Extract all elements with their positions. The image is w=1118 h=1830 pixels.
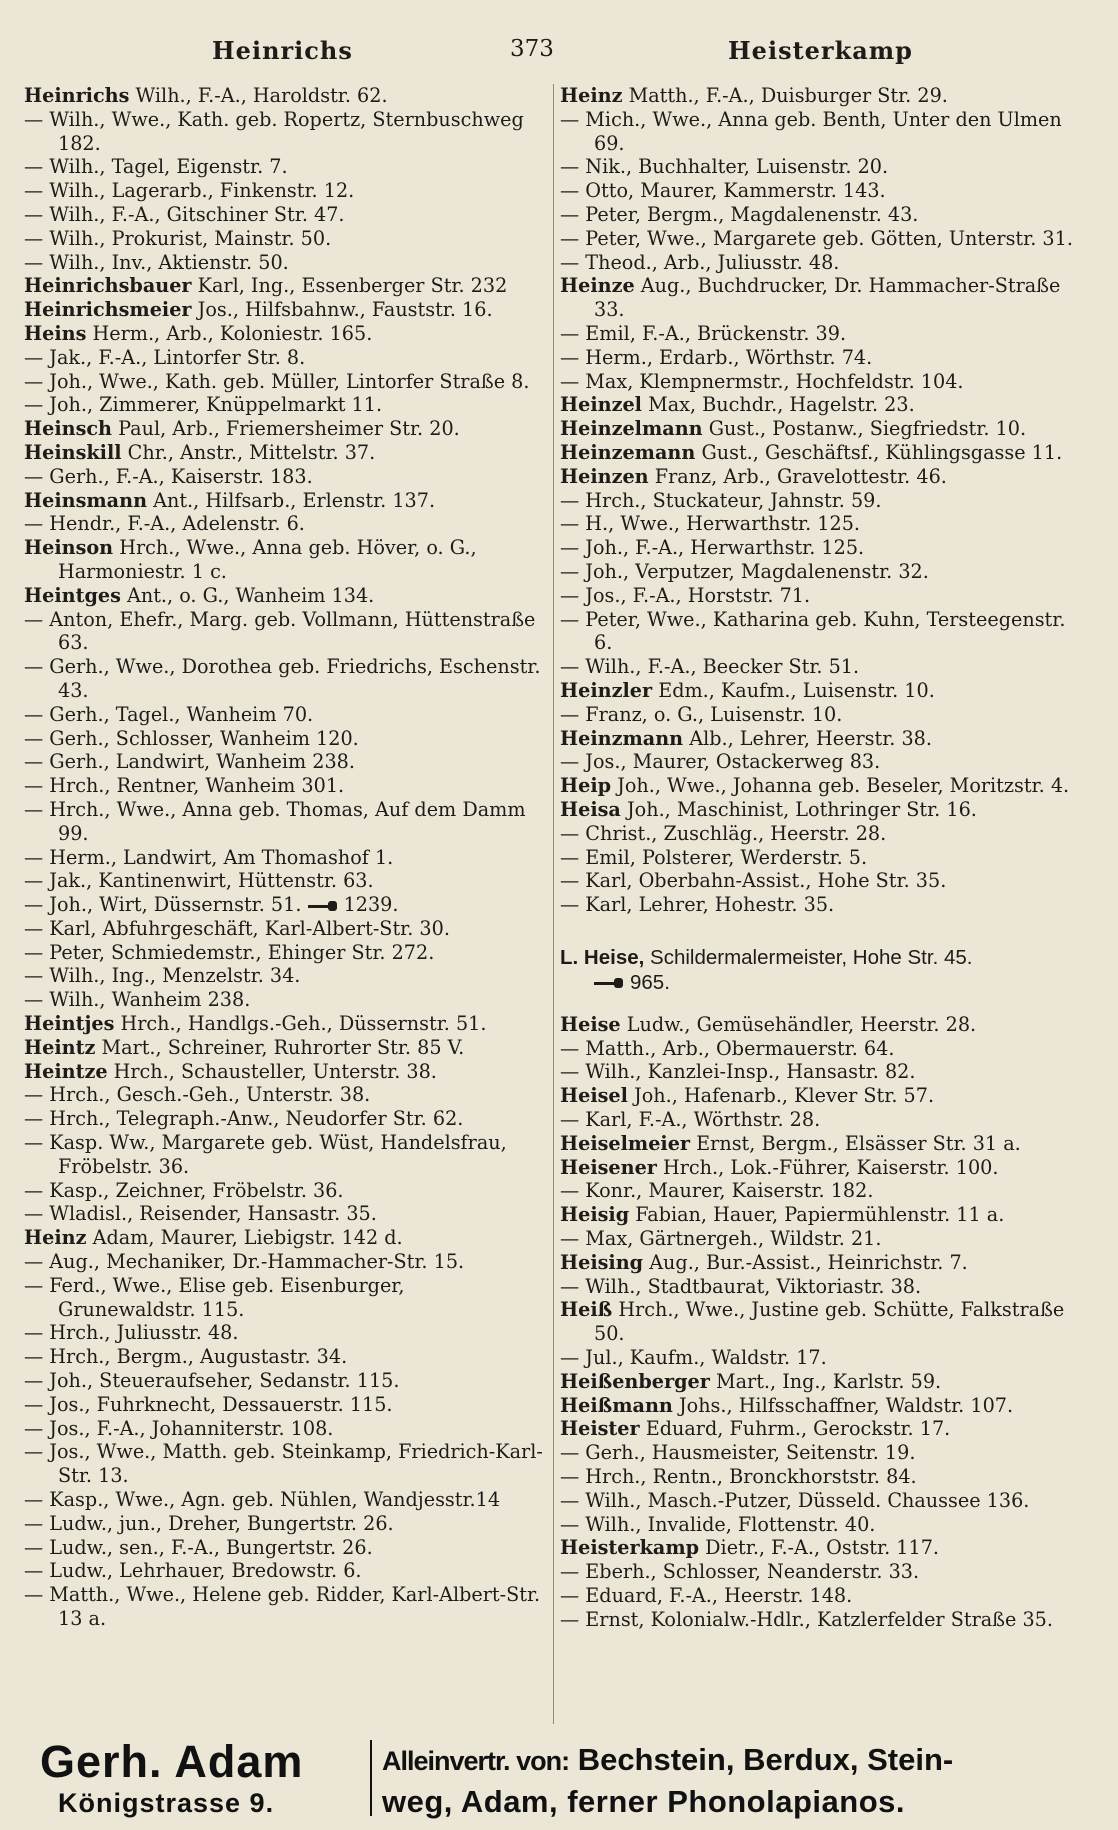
- entry-details: — Peter, Wwe., Margarete geb. Götten, Unterstr. 31.: [560, 226, 1073, 250]
- entry-details: — Herm., Erdarb., Wörthstr. 74.: [560, 345, 873, 369]
- directory-entry: [560, 774, 1080, 798]
- entry-details: — Joh., Wwe., Kath. geb. Müller, Lintorfer Straße 8.: [24, 369, 530, 393]
- directory-entry: [24, 465, 544, 489]
- entry-surname: Heinrichsmeier: [24, 298, 192, 322]
- entry-surname: Heinskill: [24, 440, 122, 464]
- directory-entry: [560, 274, 1080, 322]
- entry-details: — Gerh., Landwirt, Wanheim 238.: [24, 750, 355, 774]
- entry-details: — Ferd., Wwe., Elise geb. Eisenburger, Grunewaldstr. 115.: [24, 1273, 405, 1321]
- entry-surname: Heißenberger: [560, 1369, 710, 1393]
- ad-heise-phone: 965.: [630, 970, 670, 994]
- entry-details: — Gerh., Hausmeister, Seitenstr. 19.: [560, 1441, 916, 1465]
- directory-entry: [24, 370, 544, 394]
- directory-entry: [24, 251, 544, 275]
- entry-surname: Heisener: [560, 1155, 657, 1179]
- directory-entry: [24, 917, 544, 941]
- directory-entry: [560, 227, 1080, 251]
- entry-details: Wilh., F.-A., Haroldstr. 62.: [135, 84, 388, 107]
- entry-details: — Wilh., F.-A., Beecker Str. 51.: [560, 655, 860, 679]
- directory-entry: [560, 251, 1080, 275]
- directory-entry: [560, 108, 1080, 156]
- entry-details: — Otto, Maurer, Kammerstr. 143.: [560, 179, 886, 203]
- directory-entry: [560, 798, 1080, 822]
- entry-surname: Heintges: [24, 583, 121, 607]
- directory-entry: [24, 1488, 544, 1512]
- entry-details: — Hendr., F.-A., Adelenstr. 6.: [24, 512, 305, 536]
- entry-details: Hrch., Schausteller, Unterstr. 38.: [113, 1059, 437, 1083]
- entry-details: Mart., Ing., Karlstr. 59.: [715, 1369, 942, 1393]
- entry-details: — Wilh., Lagerarb., Finkenstr. 12.: [24, 179, 355, 203]
- directory-entry: [560, 1346, 1080, 1370]
- entry-surname: Heinzen: [560, 464, 649, 488]
- entry-phone: 1239.: [343, 893, 399, 917]
- entry-surname: Heintz: [24, 1035, 96, 1059]
- directory-entry: [560, 560, 1080, 584]
- entry-details: Joh., Wwe., Johanna geb. Beseler, Moritzstr. 4.: [617, 774, 1070, 798]
- directory-entry: [560, 322, 1080, 346]
- entry-details: — Christ., Zuschläg., Heerstr. 28.: [560, 821, 887, 845]
- entry-details: Ant., Hilfsarb., Erlenstr. 137.: [153, 488, 436, 512]
- directory-entry: [24, 1417, 544, 1441]
- entry-details: — H., Wwe., Herwarthstr. 125.: [560, 512, 861, 536]
- directory-entry: [560, 155, 1080, 179]
- directory-entry: [24, 108, 544, 156]
- entry-details: Mart., Schreiner, Ruhrorter Str. 85 V.: [101, 1035, 465, 1059]
- directory-entry: [24, 703, 544, 727]
- entry-details: — Gerh., Tagel., Wanheim 70.: [24, 702, 314, 726]
- directory-entry: [560, 1084, 1080, 1108]
- entry-details: — Jos., F.-A., Johanniterstr. 108.: [24, 1416, 334, 1440]
- entry-surname: Heiß: [560, 1298, 613, 1322]
- entry-details: Hrch., Lok.-Führer, Kaiserstr. 100.: [663, 1155, 999, 1179]
- directory-entry: [560, 1179, 1080, 1203]
- directory-entry: [560, 869, 1080, 893]
- entry-details: Hrch., Wwe., Justine geb. Schütte, Falkstraße 50.: [594, 1298, 1065, 1346]
- entry-details: — Hrch., Rentner, Wanheim 301.: [24, 774, 345, 798]
- banner-address: Königstrasse 9.: [58, 1788, 275, 1818]
- directory-entry: [24, 988, 544, 1012]
- directory-entry: [560, 1251, 1080, 1275]
- entry-details: — Eberh., Schlosser, Neanderstr. 33.: [560, 1560, 920, 1584]
- entry-details: Dietr., F.-A., Oststr. 117.: [705, 1536, 940, 1560]
- entry-surname: Heinrichs: [24, 84, 130, 107]
- ad-heise-text: Schildermalermeister, Hohe Str. 45.: [650, 945, 973, 969]
- entry-surname: Heip: [560, 774, 612, 798]
- directory-entry: [24, 941, 544, 965]
- directory-entry: [24, 274, 544, 298]
- entry-details: — Gerh., Wwe., Dorothea geb. Friedrichs, Eschenstr. 43.: [24, 655, 541, 702]
- directory-entry: [24, 227, 544, 251]
- directory-entry: [24, 1226, 544, 1250]
- left-column: [24, 84, 544, 1631]
- entry-details: Karl, Ing., Essenberger Str. 232: [197, 274, 508, 298]
- entry-details: — Hrch., Gesch.-Geh., Unterstr. 38.: [24, 1083, 371, 1107]
- directory-entry: [560, 1156, 1080, 1180]
- directory-entry: [560, 536, 1080, 560]
- directory-entry: [560, 441, 1080, 465]
- directory-entry: [24, 1012, 544, 1036]
- banner-line-2: weg, Adam, ferner Phonolapianos.: [382, 1784, 905, 1819]
- directory-entry: [24, 298, 544, 322]
- directory-entry: [24, 727, 544, 751]
- entry-surname: Heinsmann: [24, 488, 148, 512]
- directory-entry: [560, 750, 1080, 774]
- directory-entry: [560, 893, 1080, 917]
- column-divider: [553, 84, 554, 1724]
- entry-surname: Heins: [24, 321, 87, 345]
- directory-entry: [24, 893, 544, 917]
- entry-details: — Ludw., Lehrhauer, Bredowstr. 6.: [24, 1559, 362, 1583]
- entry-surname: Heinzmann: [560, 726, 684, 750]
- entry-details: — Gerh., Schlosser, Wanheim 120.: [24, 726, 359, 750]
- entry-details: Edm., Kaufm., Luisenstr. 10.: [658, 678, 935, 702]
- entry-details: Franz, Arb., Gravelottestr. 46.: [654, 464, 947, 488]
- directory-entry: [24, 1250, 544, 1274]
- entry-details: — Kasp., Zeichner, Fröbelstr. 36.: [24, 1178, 344, 1202]
- directory-entry: [560, 489, 1080, 513]
- entry-details: — Ludw., sen., F.-A., Bungertstr. 26.: [24, 1535, 373, 1559]
- entry-details: — Emil, Polsterer, Werderstr. 5.: [560, 845, 868, 869]
- entry-details: Chr., Anstr., Mittelstr. 37.: [127, 440, 376, 464]
- entry-details: — Jak., F.-A., Lintorfer Str. 8.: [24, 345, 306, 369]
- entry-details: Hrch., Wwe., Anna geb. Höver, o. G., Harmoniestr. 1 c.: [58, 536, 477, 583]
- entry-details: — Ludw., jun., Dreher, Bungertstr. 26.: [24, 1511, 394, 1535]
- directory-entry: [24, 155, 544, 179]
- entry-details: Herm., Arb., Koloniestr. 165.: [92, 321, 373, 345]
- telephone-icon: [594, 978, 624, 988]
- entry-details: — Mich., Wwe., Anna geb. Benth, Unter den Ulmen 69.: [560, 107, 1062, 155]
- entry-details: Alb., Lehrer, Heerstr. 38.: [689, 726, 932, 750]
- entry-surname: Heinzler: [560, 678, 653, 702]
- entry-details: — Hrch., Bergm., Augustastr. 34.: [24, 1345, 348, 1369]
- directory-entry: [24, 1512, 544, 1536]
- entry-surname: Heiselmeier: [560, 1131, 691, 1155]
- directory-entry: [24, 655, 544, 703]
- entry-details: — Max, Gärtnergeh., Wildstr. 21.: [560, 1227, 882, 1251]
- directory-entry: [24, 1440, 544, 1488]
- directory-entry: [24, 346, 544, 370]
- banner-company-name: Gerh. Adam: [40, 1736, 304, 1787]
- entry-details: Aug., Buchdrucker, Dr. Hammacher-Straße 33.: [594, 274, 1061, 322]
- entry-details: Aug., Bur.-Assist., Heinrichstr. 7.: [649, 1250, 968, 1274]
- entry-details: Paul, Arb., Friemersheimer Str. 20.: [118, 417, 460, 441]
- page-number: 373: [510, 36, 554, 62]
- entry-surname: Heise: [560, 1012, 621, 1036]
- entry-surname: Heinzemann: [560, 440, 696, 464]
- directory-entry: [24, 1274, 544, 1322]
- directory-entry: [560, 822, 1080, 846]
- directory-entry: [24, 774, 544, 798]
- directory-entry: [560, 393, 1080, 417]
- directory-entry: [24, 441, 544, 465]
- directory-entry: [560, 727, 1080, 751]
- directory-entry: [24, 1321, 544, 1345]
- entry-details: — Wilh., Wwe., Kath. geb. Ropertz, Sternbuschweg 182.: [24, 107, 524, 155]
- directory-entry: [24, 584, 544, 608]
- ad-spacer: [560, 917, 1080, 941]
- banner-brands: Bechstein, Berdux, Stein-: [577, 1742, 954, 1777]
- banner-prefix: Alleinvertr. von:: [382, 1746, 570, 1776]
- entry-surname: Heinzelmann: [560, 417, 703, 441]
- directory-entry: [24, 1369, 544, 1393]
- entry-surname: Heising: [560, 1250, 644, 1274]
- directory-entry: [560, 1394, 1080, 1418]
- directory-entry: [24, 1131, 544, 1179]
- directory-entry: [560, 1465, 1080, 1489]
- telephone-icon: [308, 901, 338, 911]
- directory-entry: [24, 1393, 544, 1417]
- right-column-bottom: [560, 1013, 1080, 1632]
- directory-entry: [560, 1536, 1080, 1560]
- entry-details: Ernst, Bergm., Elsässer Str. 31 a.: [696, 1131, 1021, 1155]
- banner-line-1: [382, 1742, 953, 1778]
- entry-details: — Hrch., Rentn., Bronckhorststr. 84.: [560, 1465, 917, 1489]
- entry-details: — Hrch., Telegraph.-Anw., Neudorfer Str. 62.: [24, 1107, 464, 1131]
- directory-entry: [24, 1559, 544, 1583]
- directory-entry: [560, 1560, 1080, 1584]
- entry-details: Max, Buchdr., Hagelstr. 23.: [648, 393, 915, 417]
- directory-entry: [24, 1179, 544, 1203]
- header-first-name: Heinrichs: [212, 36, 353, 65]
- ad-heise-name: L. Heise,: [560, 945, 645, 969]
- entry-details: Jos., Hilfsbahnw., Fauststr. 16.: [197, 298, 493, 322]
- entry-details: — Hrch., Wwe., Anna geb. Thomas, Auf dem Damm 99.: [24, 797, 526, 845]
- entry-details: — Karl, F.-A., Wörthstr. 28.: [560, 1108, 821, 1132]
- directory-entry: [560, 846, 1080, 870]
- directory-entry: [560, 465, 1080, 489]
- directory-entry: [24, 417, 544, 441]
- entry-details: — Wilh., Kanzlei-Insp., Hansastr. 82.: [560, 1060, 916, 1084]
- entry-details: Gust., Geschäftsf., Kühlingsgasse 11.: [701, 440, 1063, 464]
- entry-details: — Matth., Arb., Obermauerstr. 64.: [560, 1036, 895, 1060]
- entry-surname: Heisig: [560, 1203, 630, 1227]
- entry-details: — Jos., F.-A., Horststr. 71.: [560, 583, 811, 607]
- directory-entry: [24, 1107, 544, 1131]
- directory-entry: [560, 1489, 1080, 1513]
- directory-entry: [560, 203, 1080, 227]
- directory-entry: [560, 1441, 1080, 1465]
- directory-entry: [24, 1536, 544, 1560]
- entry-surname: Heinz: [24, 1226, 87, 1250]
- entry-details: — Wilh., Stadtbaurat, Viktoriastr. 38.: [560, 1274, 922, 1298]
- entry-details: — Max, Klempnermstr., Hochfeldstr. 104.: [560, 369, 964, 393]
- right-column: [560, 84, 1080, 1632]
- header-last-name: Heisterkamp: [728, 36, 913, 65]
- entry-details: Ludw., Gemüsehändler, Heerstr. 28.: [626, 1012, 977, 1036]
- directory-entry: [24, 84, 544, 108]
- adam-advertisement-banner: [30, 1736, 1090, 1822]
- entry-details: — Jos., Wwe., Matth. geb. Steinkamp, Friedrich-Karl-Str. 13.: [24, 1440, 543, 1488]
- entry-details: Fabian, Hauer, Papiermühlenstr. 11 a.: [635, 1203, 1005, 1227]
- right-column-top: [560, 84, 1080, 917]
- banner-divider: [370, 1740, 372, 1816]
- entry-surname: Heißmann: [560, 1393, 673, 1417]
- entry-details: — Joh., Zimmerer, Knüppelmarkt 11.: [24, 393, 383, 417]
- entry-details: — Nik., Buchhalter, Luisenstr. 20.: [560, 155, 889, 179]
- directory-entry: [24, 1060, 544, 1084]
- entry-details: — Wilh., Invalide, Flottenstr. 40.: [560, 1512, 876, 1536]
- entry-surname: Heinz: [560, 84, 623, 107]
- directory-entry: [560, 1584, 1080, 1608]
- entry-details: — Emil, F.-A., Brückenstr. 39.: [560, 321, 847, 345]
- directory-entry: [560, 370, 1080, 394]
- entry-details: — Karl, Lehrer, Hohestr. 35.: [560, 893, 835, 917]
- entry-surname: Heintze: [24, 1059, 108, 1083]
- entry-details: Adam, Maurer, Liebigstr. 142 d.: [92, 1226, 403, 1250]
- directory-entry: [24, 846, 544, 870]
- entry-details: — Karl, Abfuhrgeschäft, Karl-Albert-Str. 30.: [24, 916, 450, 940]
- directory-entry: [24, 608, 544, 656]
- directory-entry: [24, 536, 544, 584]
- entry-surname: Heinzel: [560, 393, 642, 417]
- entry-details: — Wilh., Masch.-Putzer, Düsseld. Chaussee 136.: [560, 1488, 1030, 1512]
- directory-entry: [24, 322, 544, 346]
- entry-details: — Aug., Mechaniker, Dr.-Hammacher-Str. 15.: [24, 1250, 465, 1274]
- directory-entry: [24, 798, 544, 846]
- directory-entry: [24, 512, 544, 536]
- entry-details: Johs., Hilfsschaffner, Waldstr. 107.: [678, 1393, 1014, 1417]
- directory-entry: [560, 1417, 1080, 1441]
- heise-advertisement: [560, 945, 1080, 995]
- directory-entry: [560, 679, 1080, 703]
- entry-surname: Heisa: [560, 797, 621, 821]
- directory-entry: [560, 608, 1080, 656]
- directory-entry: [24, 393, 544, 417]
- directory-entry: [560, 179, 1080, 203]
- entry-details: — Herm., Landwirt, Am Thomashof 1.: [24, 845, 394, 869]
- directory-entry: [24, 1583, 544, 1631]
- entry-details: — Joh., F.-A., Herwarthstr. 125.: [560, 536, 865, 560]
- entry-details: — Peter, Wwe., Katharina geb. Kuhn, Tersteegenstr. 6.: [560, 607, 1066, 655]
- directory-entry: [560, 1298, 1080, 1346]
- directory-entry: [24, 489, 544, 513]
- directory-entry: [560, 1013, 1080, 1037]
- entry-details: Eduard, Fuhrm., Gerockstr. 17.: [645, 1417, 951, 1441]
- directory-entry: [560, 512, 1080, 536]
- entry-details: — Wilh., Prokurist, Mainstr. 50.: [24, 226, 332, 250]
- entry-details: — Joh., Wirt, Düssernstr. 51.: [24, 893, 302, 917]
- entry-surname: Heintjes: [24, 1012, 115, 1036]
- entry-details: — Gerh., F.-A., Kaiserstr. 183.: [24, 464, 313, 488]
- entry-details: — Joh., Steueraufseher, Sedanstr. 115.: [24, 1369, 400, 1393]
- directory-entry: [24, 1083, 544, 1107]
- directory-entry: [560, 1227, 1080, 1251]
- entry-details: — Wladisl., Reisender, Hansastr. 35.: [24, 1202, 377, 1226]
- directory-entry: [560, 1132, 1080, 1156]
- entry-surname: Heister: [560, 1417, 640, 1441]
- entry-details: — Karl, Oberbahn-Assist., Hohe Str. 35.: [560, 869, 947, 893]
- entry-details: — Kasp. Ww., Margarete geb. Wüst, Handelsfrau, Fröbelstr. 36.: [24, 1131, 507, 1178]
- directory-entry: [560, 1513, 1080, 1537]
- entry-details: — Jos., Maurer, Ostackerweg 83.: [560, 750, 881, 774]
- directory-entry: [24, 869, 544, 893]
- entry-details: — Matth., Wwe., Helene geb. Ridder, Karl-Albert-Str. 13 a.: [24, 1583, 541, 1630]
- directory-entry: [560, 655, 1080, 679]
- entry-details: — Ernst, Kolonialw.-Hdlr., Katzlerfelder Straße 35.: [560, 1607, 1053, 1631]
- entry-surname: Heinze: [560, 274, 635, 298]
- entry-details: — Wilh., Tagel, Eigenstr. 7.: [24, 155, 288, 179]
- entry-details: — Joh., Verputzer, Magdalenenstr. 32.: [560, 559, 929, 583]
- entry-details: — Jak., Kantinenwirt, Hüttenstr. 63.: [24, 869, 374, 893]
- entry-details: — Jos., Fuhrknecht, Dessauerstr. 115.: [24, 1392, 393, 1416]
- directory-entry: [560, 1370, 1080, 1394]
- entry-details: — Theod., Arb., Juliusstr. 48.: [560, 250, 840, 274]
- directory-entry: [24, 1202, 544, 1226]
- directory-entry: [560, 1608, 1080, 1632]
- entry-details: — Konr., Maurer, Kaiserstr. 182.: [560, 1179, 874, 1203]
- entry-details: — Hrch., Stuckateur, Jahnstr. 59.: [560, 488, 882, 512]
- entry-details: — Franz, o. G., Luisenstr. 10.: [560, 702, 843, 726]
- entry-details: — Jul., Kaufm., Waldstr. 17.: [560, 1346, 827, 1370]
- directory-entry: [560, 1275, 1080, 1299]
- directory-entry: [560, 703, 1080, 727]
- directory-entry: [24, 179, 544, 203]
- entry-details: — Anton, Ehefr., Marg. geb. Vollmann, Hüttenstraße 63.: [24, 607, 536, 655]
- directory-entry: [560, 584, 1080, 608]
- entry-details: Joh., Hafenarb., Klever Str. 57.: [634, 1084, 935, 1108]
- entry-details: — Peter, Bergm., Magdalenenstr. 43.: [560, 202, 919, 226]
- directory-entry: [560, 1108, 1080, 1132]
- directory-entry: [560, 346, 1080, 370]
- entry-details: — Kasp., Wwe., Agn. geb. Nühlen, Wandjesstr.14: [24, 1488, 501, 1512]
- directory-entry: [24, 1036, 544, 1060]
- directory-entry: [560, 417, 1080, 441]
- entry-details: Ant., o. G., Wanheim 134.: [126, 583, 375, 607]
- entry-details: — Wilh., Ing., Menzelstr. 34.: [24, 964, 301, 988]
- entry-details: — Peter, Schmiedemstr., Ehinger Str. 272.: [24, 940, 435, 964]
- entry-details: Matth., F.-A., Duisburger Str. 29.: [628, 84, 948, 107]
- directory-entry: [24, 750, 544, 774]
- page-header: [0, 36, 1118, 72]
- directory-entry: [560, 84, 1080, 108]
- directory-entry: [24, 203, 544, 227]
- entry-details: — Hrch., Juliusstr. 48.: [24, 1321, 239, 1345]
- entry-details: — Wilh., F.-A., Gitschiner Str. 47.: [24, 202, 345, 226]
- entry-surname: Heinson: [24, 536, 114, 560]
- entry-surname: Heisel: [560, 1084, 628, 1108]
- entry-details: Hrch., Handlgs.-Geh., Düssernstr. 51.: [120, 1012, 487, 1036]
- entry-details: Joh., Maschinist, Lothringer Str. 16.: [626, 797, 977, 821]
- entry-surname: Heisterkamp: [560, 1536, 700, 1560]
- directory-entry: [24, 964, 544, 988]
- entry-details: — Eduard, F.-A., Heerstr. 148.: [560, 1584, 853, 1608]
- directory-entry: [560, 1060, 1080, 1084]
- entry-surname: Heinsch: [24, 417, 113, 441]
- directory-entry: [560, 1203, 1080, 1227]
- directory-entry: [560, 1037, 1080, 1061]
- entry-details: — Wilh., Inv., Aktienstr. 50.: [24, 250, 289, 274]
- entry-surname: Heinrichsbauer: [24, 274, 192, 298]
- entry-details: — Wilh., Wanheim 238.: [24, 988, 251, 1012]
- directory-entry: [24, 1345, 544, 1369]
- entry-details: Gust., Postanw., Siegfriedstr. 10.: [708, 417, 1027, 441]
